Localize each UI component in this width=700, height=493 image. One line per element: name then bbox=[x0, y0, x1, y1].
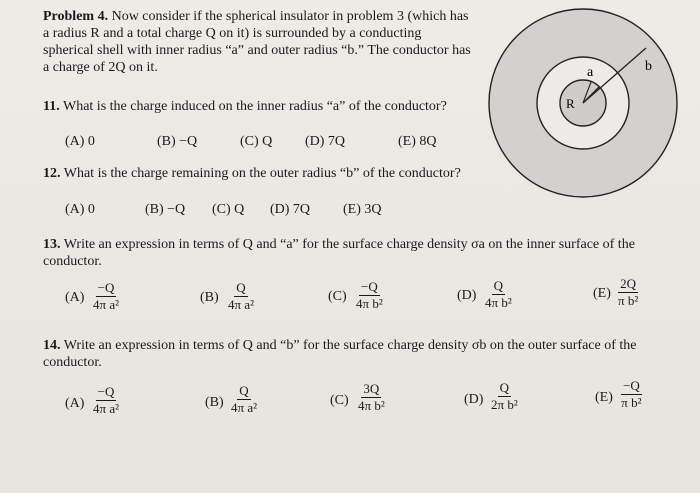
q13-choice-a-label[interactable]: (A) bbox=[65, 290, 85, 305]
q13-choice-e-label[interactable]: (E) bbox=[593, 286, 611, 301]
q13-choice-c-numerator: −Q bbox=[360, 279, 378, 294]
q13-choice-c-denominator: 4π b² bbox=[356, 296, 383, 311]
question-12 bbox=[43, 165, 473, 182]
q11-choice-d[interactable]: (D) 7Q bbox=[305, 134, 346, 149]
question-14-number: 14. bbox=[43, 338, 61, 353]
q13-choice-d-denominator: 4π b² bbox=[485, 295, 512, 310]
question-13-text: Write an expression in terms of Q and “a” for the surface charge density σa on the inner surface of the conductor. bbox=[43, 237, 635, 269]
q14-choice-a-label[interactable]: (A) bbox=[65, 396, 85, 411]
q13-choice-b-fraction[interactable] bbox=[228, 281, 254, 312]
q14-choice-a-numerator: −Q bbox=[97, 384, 115, 399]
q14-choice-b-denominator: 4π a² bbox=[231, 400, 257, 415]
question-12-number: 12. bbox=[43, 166, 61, 181]
q14-choice-b-label[interactable]: (B) bbox=[205, 395, 224, 410]
q11-choice-c[interactable]: (C) Q bbox=[240, 134, 273, 149]
q12-choice-a[interactable]: (A) 0 bbox=[65, 202, 95, 217]
problem-intro bbox=[43, 8, 473, 76]
q13-choice-d-fraction[interactable] bbox=[485, 279, 512, 310]
question-13 bbox=[43, 236, 683, 270]
q13-choice-d-numerator: Q bbox=[493, 278, 504, 293]
q14-choice-d-label[interactable]: (D) bbox=[464, 392, 484, 407]
question-14-text: Write an expression in terms of Q and “b” for the surface charge density σb on the outer surface of the conductor. bbox=[43, 338, 637, 370]
question-12-text: What is the charge remaining on the outer radius “b” of the conductor? bbox=[63, 166, 461, 181]
q14-choice-c-fraction[interactable] bbox=[358, 382, 385, 413]
q13-choice-e-fraction[interactable] bbox=[618, 277, 638, 308]
q13-choice-c-fraction[interactable] bbox=[356, 280, 383, 311]
concentric-sphere-figure bbox=[483, 8, 693, 208]
q13-choice-b-label[interactable]: (B) bbox=[200, 290, 219, 305]
q14-choice-c-denominator: 4π b² bbox=[358, 398, 385, 413]
q13-choice-e-numerator: 2Q bbox=[620, 276, 637, 291]
q13-choice-a-numerator: −Q bbox=[97, 280, 115, 295]
q14-choice-e-numerator: −Q bbox=[623, 378, 640, 393]
problem-label: Problem 4. bbox=[43, 9, 109, 24]
q14-choice-e-label[interactable]: (E) bbox=[595, 390, 613, 405]
q13-choice-c-label[interactable]: (C) bbox=[328, 289, 347, 304]
q14-choice-a-denominator: 4π a² bbox=[93, 401, 119, 416]
label-R: R bbox=[566, 96, 575, 111]
q12-choice-b[interactable]: (B) −Q bbox=[145, 202, 186, 217]
q14-choice-c-label[interactable]: (C) bbox=[330, 393, 349, 408]
q13-choice-b-numerator: Q bbox=[236, 280, 246, 295]
q13-choice-d-label[interactable]: (D) bbox=[457, 288, 477, 303]
q14-choice-e-fraction[interactable] bbox=[621, 379, 642, 410]
q14-choice-a-fraction[interactable] bbox=[93, 385, 119, 416]
q14-choice-b-numerator: Q bbox=[239, 383, 249, 398]
q12-choice-c[interactable]: (C) Q bbox=[212, 202, 245, 217]
q14-choice-b-fraction[interactable] bbox=[231, 384, 257, 415]
label-b: b bbox=[645, 59, 652, 74]
q11-choice-a[interactable]: (A) 0 bbox=[65, 134, 95, 149]
q12-choice-e[interactable]: (E) 3Q bbox=[343, 202, 382, 217]
problem-text: Now consider if the spherical insulator in problem 3 (which has a radius R and a total charge Q on it) is surrounded by a conducting spherical shell with inner radius “a” and outer radius “b.” The conductor has a charge of 2Q on it. bbox=[43, 9, 471, 75]
q13-choice-b-denominator: 4π a² bbox=[228, 297, 254, 312]
question-14 bbox=[43, 337, 683, 371]
q13-choice-e-denominator: π b² bbox=[618, 293, 639, 308]
question-11 bbox=[43, 98, 473, 115]
q13-choice-a-fraction[interactable] bbox=[93, 281, 119, 312]
q14-choice-d-numerator: Q bbox=[499, 380, 510, 395]
q14-choice-d-fraction[interactable] bbox=[491, 381, 518, 412]
label-a: a bbox=[587, 65, 594, 80]
q14-choice-d-denominator: 2π b² bbox=[491, 397, 518, 412]
q12-choice-d[interactable]: (D) 7Q bbox=[270, 202, 311, 217]
q13-choice-a-denominator: 4π a² bbox=[93, 297, 119, 312]
question-11-number: 11. bbox=[43, 99, 60, 114]
q11-choice-b[interactable]: (B) −Q bbox=[157, 134, 198, 149]
q14-choice-c-numerator: 3Q bbox=[363, 381, 380, 396]
q11-choice-e[interactable]: (E) 8Q bbox=[398, 134, 437, 149]
q14-choice-e-denominator: π b² bbox=[621, 395, 642, 410]
question-13-number: 13. bbox=[43, 237, 61, 252]
question-11-text: What is the charge induced on the inner radius “a” of the conductor? bbox=[62, 99, 447, 114]
